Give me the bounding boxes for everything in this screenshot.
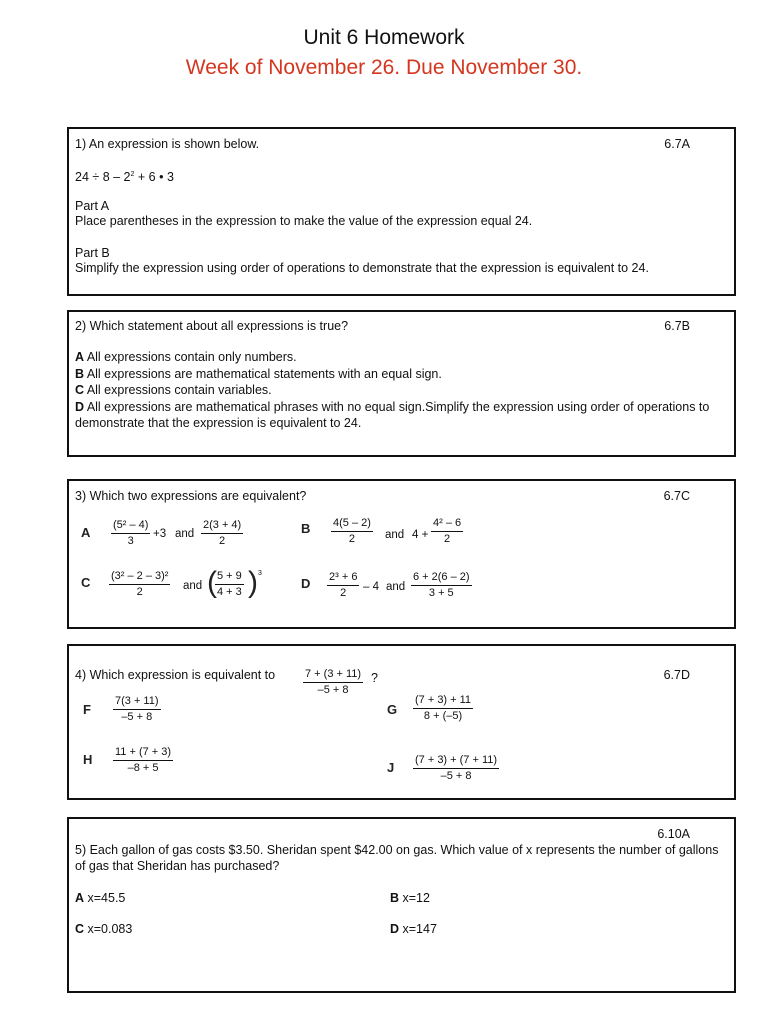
question-3-box: [67, 479, 736, 629]
question-2-option-b: B All expressions are mathematical statements with an equal sign.: [75, 367, 442, 381]
question-1-expression: $24 \div 8 - 2^2 + 6$ • 3: [75, 170, 174, 185]
option-j-label: J: [387, 760, 395, 775]
part-b-text: Simplify the expression using order of operations to demonstrate that the expression is equivalent to 24.: [75, 261, 649, 275]
question-2-option-c: C All expressions contain variables.: [75, 383, 272, 397]
question-5-standard: 6.10A: [657, 827, 690, 841]
question-5-option-a: A x=45.5: [75, 891, 126, 905]
option-d-fraction-1: $\frac{\text{2³ + 6}}{2}$: [329, 571, 358, 599]
question-2-option-d: D All expressions are mathematical phrases with no equal sign.Simplify the expression using order of operations to demonstrate that the expression is equivalent to 24.: [75, 400, 710, 430]
due-date-subtitle: Week of November 26. Due November 30.: [185, 56, 583, 79]
page-title: Unit 6 Homework: [303, 26, 465, 49]
option-f-label: F: [83, 702, 91, 717]
option-d-fraction-2: $\frac{6 + 2(6 - 2)}{3 + 5}$: [413, 571, 470, 599]
question-5-option-b: B x=12: [390, 891, 430, 905]
question-4-standard: 6.7D: [663, 668, 690, 682]
question-2-option-a: A All expressions contain only numbers.: [75, 350, 297, 364]
question-3-prompt: 3) Which two expressions are equivalent?: [75, 489, 307, 503]
option-b-and: and: [385, 529, 405, 541]
option-h-label: H: [83, 752, 93, 767]
option-g-label: G: [387, 702, 398, 717]
question-5-prompt: 5) Each gallon of gas costs $3.50. Sheridan spent $42.00 on gas. Which value of x represents the number of gallons of gas that Sheridan has purchased?: [75, 843, 719, 873]
option-j-fraction: $\frac{(7 + 3) + (7 + 11)}{-5 + 8}$: [415, 754, 498, 782]
option-c-left-paren: (: [207, 566, 217, 599]
option-d-minus-4: – 4: [363, 581, 379, 593]
option-a-label: A: [81, 525, 91, 540]
question-1-prompt: 1) An expression is shown below.: [75, 137, 260, 151]
option-c-right-paren: ): [248, 566, 258, 599]
question-2-box: [67, 310, 736, 457]
option-a-and: and: [175, 528, 195, 540]
part-a-text: Place parentheses in the expression to make the value of the expression equal 24.: [75, 214, 533, 228]
option-c-label: C: [81, 575, 91, 590]
option-g-fraction: $\frac{(7 + 3) + 11}{8 + (-5)}$: [415, 694, 472, 722]
option-d-label: D: [301, 576, 311, 591]
question-4-question-mark: ?: [371, 671, 378, 685]
question-5-box: [67, 817, 736, 993]
question-1-box: [67, 127, 736, 296]
question-2-prompt: 2) Which statement about all expressions is true?: [75, 319, 349, 333]
question-5-option-c: C x=0.083: [75, 922, 133, 936]
option-f-fraction: $\frac{7(3 + 11)}{-5 + 8}$: [115, 695, 159, 723]
question-1-standard: 6.7A: [664, 137, 690, 151]
question-3-standard: 6.7C: [663, 489, 690, 503]
question-4-target-fraction: $\frac{7 + (3 + 11)}{-5 + 8}$: [305, 668, 362, 696]
option-c-exponent: 3: [258, 570, 262, 577]
option-h-fraction: $\frac{11 + (7 + 3)}{-8 + 5}$: [115, 746, 172, 774]
option-a-plus-3: +3: [153, 528, 167, 540]
option-b-label: B: [301, 521, 311, 536]
option-a-fraction-2: $\frac{2(3 + 4)}{2}$: [203, 519, 242, 547]
part-b-label: Part B: [75, 246, 110, 260]
question-5-option-d: D x=147: [390, 922, 437, 936]
option-b-fraction-2: $\frac{\text{4² – 6}}{2}$: [433, 517, 462, 545]
question-4-box: [67, 644, 736, 800]
option-b-four-plus: 4 +: [412, 529, 429, 541]
option-c-fraction-1: $\frac{\text{(3² – 2 – 3)²}}{2}$: [111, 570, 169, 598]
part-a-label: Part A: [75, 199, 110, 213]
option-b-fraction-1: $\frac{4(5 - 2)}{2}$: [333, 517, 371, 545]
question-4-prompt: 4) Which expression is equivalent to: [75, 668, 276, 682]
question-2-standard: 6.7B: [664, 319, 690, 333]
option-d-and: and: [386, 581, 406, 593]
option-c-and: and: [183, 580, 203, 592]
option-c-fraction-2: $\frac{5 + 9}{4 + 3}$: [217, 570, 242, 598]
option-a-fraction-1: $\frac{\text{(5² – 4)}}{3}$: [113, 519, 149, 547]
